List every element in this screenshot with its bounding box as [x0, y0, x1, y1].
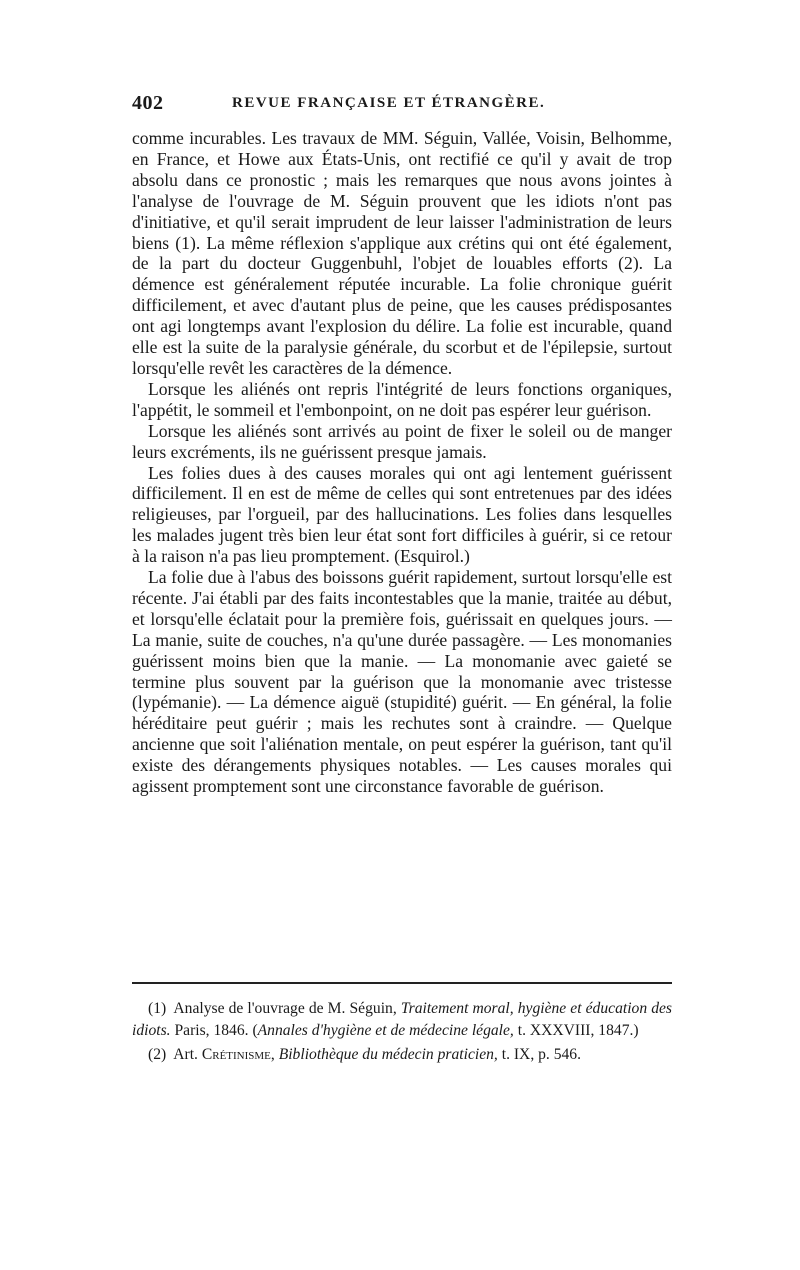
footnote-2-mark: (2) [148, 1046, 167, 1063]
main-text [132, 128, 672, 797]
paragraph-5: La folie due à l'abus des boissons guérit rapidement, surtout lorsqu'elle est récente. J'ai établi par des faits incontestables que la manie, traitée au début, et lorsqu'elle éclatait pour la première fois, guérissait en quelques jours. — La manie, suite de couches, n'a qu'une durée passagère. — Les monomanies guérissent moins bien que la manie. — La monomanie avec gaieté se termine plus souvent par la guérison que la monomanie avec tristesse (lypémanie). — La démence aiguë (stupidité) guérit. — En général, la folie héréditaire peut guérir ; mais les rechutes sont à craindre. — Quelque ancienne que soit l'aliénation mentale, on peut espérer la guérison, tant qu'il existe des dérangements physiques notables. — Les causes morales qui agissent promptement sont une circonstance favorable de guérison. [132, 567, 672, 797]
footnote-2-text-a: Art. [173, 1046, 198, 1063]
footnote-1-mark: (1) [148, 1000, 167, 1017]
paragraph-1: comme incurables. Les travaux de MM. Séguin, Vallée, Voisin, Belhomme, en France, et Howe aux États-Unis, ont rectifié ce qu'il y avait de trop absolu dans ce pronostic ; mais les remarques que nous avons jointes à l'analyse de l'ouvrage de M. Séguin prouvent que les idiots n'ont pas d'initiative, et qu'il serait imprudent de leur laisser l'administration de leurs biens (1). La même réflexion s'applique aux crétins qui ont été également, de la part du docteur Guggenbuhl, l'objet de louables efforts (2). La démence est généralement réputée incurable. La folie chronique guérit difficilement, et avec d'autant plus de peine, que les causes prédisposantes ont agi longtemps avant l'explosion du délire. La folie est incurable, quand elle est la suite de la paralysie générale, du scorbut et de l'épilepsie, surtout lorsqu'elle revêt les caractères de la démence. [132, 128, 672, 378]
page-number: 402 [132, 92, 164, 114]
paragraph-4: Les folies dues à des causes morales qui ont agi lentement guérissent difficilement. Il en est de même de celles qui sont entretenues par des idées religieuses, par l'orgueil, par des hallucinations. Les folies dans lesquelles les malades jugent très bien leur état sont fort difficiles à guérir, si ce retour à la raison n'a pas lieu promptement. (Esquirol.) [132, 462, 672, 567]
footnote-1-journal: Annales d'hygiène et de médecine légale, [257, 1022, 514, 1039]
footnote-divider [132, 982, 672, 984]
footnote-1-text-a: Analyse de l'ouvrage de M. Séguin, [173, 1000, 397, 1017]
running-head [132, 92, 672, 118]
footnote-1-text-c: t. XXXVIII, 1847.) [517, 1022, 639, 1039]
footnote-2-text-b: t. IX, p. 546. [501, 1046, 581, 1063]
footnotes [132, 998, 672, 1068]
footnote-2 [132, 1044, 672, 1066]
footnote-2-article: Crétinisme, [201, 1046, 275, 1063]
paragraph-3: Lorsque les aliénés sont arrivés au point de fixer le soleil ou de manger leurs excréments, ils ne guérissent presque jamais. [132, 420, 672, 462]
footnote-2-title: Bibliothèque du médecin praticien, [278, 1046, 498, 1063]
paragraph-2: Lorsque les aliénés ont repris l'intégrité de leurs fonctions organiques, l'appétit, le sommeil et l'embonpoint, on ne doit pas espérer leur guérison. [132, 378, 672, 420]
footnote-1-title: Traitement moral, hygiène et éducation des idiots. [132, 1000, 672, 1039]
footnote-1 [132, 998, 672, 1042]
journal-title: REVUE FRANÇAISE ET ÉTRANGÈRE. [232, 95, 546, 111]
footnote-1-text-b: Paris, 1846. ( [174, 1022, 258, 1039]
